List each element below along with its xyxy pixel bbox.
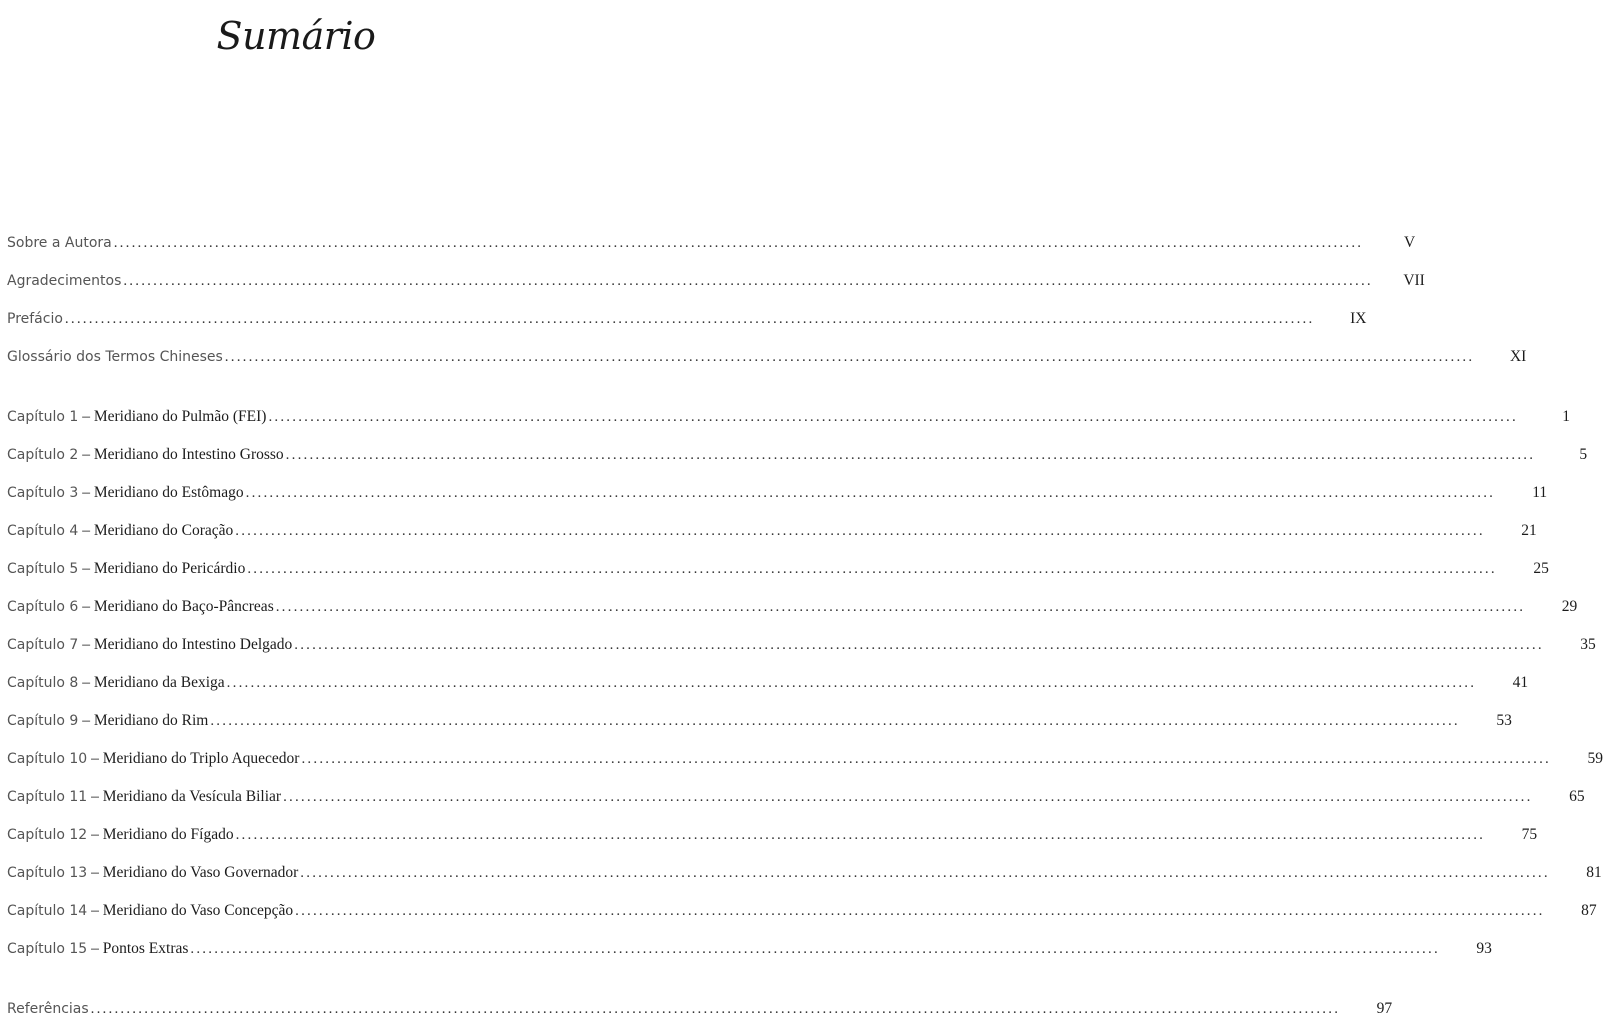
dot-leader [246,484,1496,502]
toc-entry-title: Referências [7,1000,89,1017]
chapter-number: Capítulo 9 [7,713,79,729]
toc-entry-sobre-a-autora [7,224,1416,262]
toc-entry-label [7,636,292,654]
toc-entry-chapter-2 [7,436,1588,474]
chapter-title: Meridiano do Fígado [102,826,234,843]
toc-entry-title: Sobre a Autora [7,234,112,251]
chapter-number: Capítulo 3 [7,485,79,501]
toc-entry-title: Prefácio [7,310,63,327]
dot-leader [210,712,1460,730]
chapter-title: Meridiano do Vaso Governador [102,864,299,881]
toc-entry-label [7,235,112,252]
chapter-separator: – [87,750,103,767]
toc-entry-label [7,712,208,730]
dot-leader [91,1000,1341,1018]
chapter-title: Meridiano da Bexiga [93,674,225,691]
chapter-separator: – [87,902,103,919]
chapter-title: Meridiano do Rim [93,712,209,729]
chapter-title: Meridiano do Intestino Delgado [93,636,293,653]
toc-page-number: 97 [1376,1000,1393,1017]
toc-entry-chapter-6 [7,588,1578,626]
chapter-separator: – [78,446,94,463]
toc-page-number: VII [1403,272,1425,289]
toc-page-number: 65 [1569,788,1585,805]
toc-entry-referencias [7,990,1393,1028]
toc-entry-chapter-12 [7,816,1538,854]
dot-leader [65,310,1315,328]
chapter-title: Meridiano do Vaso Concepção [102,902,294,919]
chapter-title: Meridiano do Intestino Grosso [93,446,284,463]
toc-entry-chapter-9 [7,702,1512,740]
chapter-number: Capítulo 12 [7,827,88,843]
toc-back-section [7,990,1393,1028]
toc-chapters-section [7,398,1603,968]
toc-entry-label [7,560,245,578]
chapter-number: Capítulo 7 [7,637,79,653]
dot-leader [300,864,1550,882]
toc-page-number: 87 [1581,902,1597,919]
toc-entry-label [7,349,223,366]
toc-entry-chapter-11 [7,778,1585,816]
dot-leader [276,598,1526,616]
toc-entry-label [7,788,281,806]
toc-entry-label [7,408,266,426]
dot-leader [268,408,1518,426]
toc-entry-chapter-7 [7,626,1596,664]
chapter-title: Pontos Extras [102,940,189,957]
dot-leader [227,674,1477,692]
chapter-title: Meridiano do Pericárdio [93,560,246,577]
dot-leader [190,940,1440,958]
chapter-separator: – [87,788,103,805]
chapter-number: Capítulo 15 [7,941,88,957]
chapter-number: Capítulo 13 [7,865,88,881]
chapter-separator: – [78,484,94,501]
page-title: Sumário [216,14,376,58]
toc-page-number: V [1404,234,1416,251]
toc-entry-glossario [7,338,1527,376]
dot-leader [235,522,1485,540]
dot-leader [295,902,1545,920]
toc-page-number: 11 [1532,484,1548,501]
toc-entry-label [7,902,293,920]
toc-entry-chapter-3 [7,474,1548,512]
toc-entry-label [7,1001,89,1018]
toc-entry-chapter-15 [7,930,1492,968]
table-of-contents [7,224,1603,1028]
toc-entry-label [7,750,299,768]
toc-entry-label [7,826,234,844]
chapter-number: Capítulo 6 [7,599,79,615]
toc-entry-title: Glossário dos Termos Chineses [7,348,223,365]
chapter-separator: – [87,940,103,957]
toc-entry-label [7,484,244,502]
dot-leader [247,560,1497,578]
chapter-separator: – [87,826,103,843]
dot-leader [225,348,1475,366]
toc-entry-title: Agradecimentos [7,272,122,289]
toc-entry-label [7,940,188,958]
toc-entry-chapter-4 [7,512,1537,550]
section-spacer [7,376,565,398]
dot-leader [294,636,1544,654]
section-spacer [7,968,565,990]
chapter-number: Capítulo 14 [7,903,88,919]
chapter-separator: – [87,864,103,881]
dot-leader [114,234,1364,252]
chapter-number: Capítulo 8 [7,675,79,691]
toc-page-number: 29 [1561,598,1578,615]
chapter-title: Meridiano da Vesícula Biliar [102,788,282,805]
dot-leader [301,750,1551,768]
toc-page-number: 35 [1580,636,1596,653]
toc-page-number: 5 [1579,446,1588,463]
toc-entry-chapter-13 [7,854,1602,892]
toc-entry-chapter-8 [7,664,1529,702]
toc-entry-chapter-14 [7,892,1597,930]
toc-entry-label [7,598,274,616]
chapter-number: Capítulo 2 [7,447,79,463]
toc-entry-chapter-5 [7,550,1549,588]
chapter-title: Meridiano do Triplo Aquecedor [102,750,300,767]
dot-leader [123,272,1373,290]
chapter-separator: – [78,712,94,729]
chapter-separator: – [78,408,94,425]
toc-page-number: 41 [1512,674,1529,691]
chapter-number: Capítulo 4 [7,523,79,539]
toc-page-number: 81 [1586,864,1602,881]
dot-leader [283,788,1533,806]
toc-page-number: 53 [1496,712,1512,729]
toc-entry-chapter-1 [7,398,1570,436]
toc-entry-agradecimentos [7,262,1425,300]
toc-page-number: 59 [1587,750,1603,767]
toc-front-section [7,224,1527,376]
chapter-number: Capítulo 1 [7,409,79,425]
chapter-separator: – [78,636,94,653]
toc-page-number: 93 [1476,940,1492,957]
chapter-separator: – [78,522,94,539]
dot-leader [286,446,1536,464]
toc-entry-prefacio [7,300,1367,338]
chapter-number: Capítulo 10 [7,751,88,767]
toc-entry-label [7,864,298,882]
toc-page-number: XI [1509,348,1527,365]
toc-page-number: 75 [1521,826,1538,843]
toc-page-number: 1 [1562,408,1570,425]
toc-entry-label [7,273,121,290]
toc-entry-label [7,522,233,540]
chapter-title: Meridiano do Coração [93,522,234,539]
toc-entry-label [7,674,225,692]
toc-page-number: 21 [1521,522,1537,539]
toc-entry-chapter-10 [7,740,1603,778]
chapter-separator: – [78,674,94,691]
toc-page-number: 25 [1533,560,1549,577]
chapter-title: Meridiano do Baço-Pâncreas [93,598,274,615]
chapter-separator: – [78,598,94,615]
chapter-separator: – [78,560,94,577]
chapter-number: Capítulo 11 [7,789,88,805]
dot-leader [236,826,1486,844]
chapter-number: Capítulo 5 [7,561,79,577]
toc-entry-label [7,446,284,464]
toc-page-number: IX [1350,310,1367,327]
chapter-title: Meridiano do Estômago [93,484,244,501]
chapter-title: Meridiano do Pulmão (FEI) [93,408,267,425]
toc-entry-label [7,311,63,328]
